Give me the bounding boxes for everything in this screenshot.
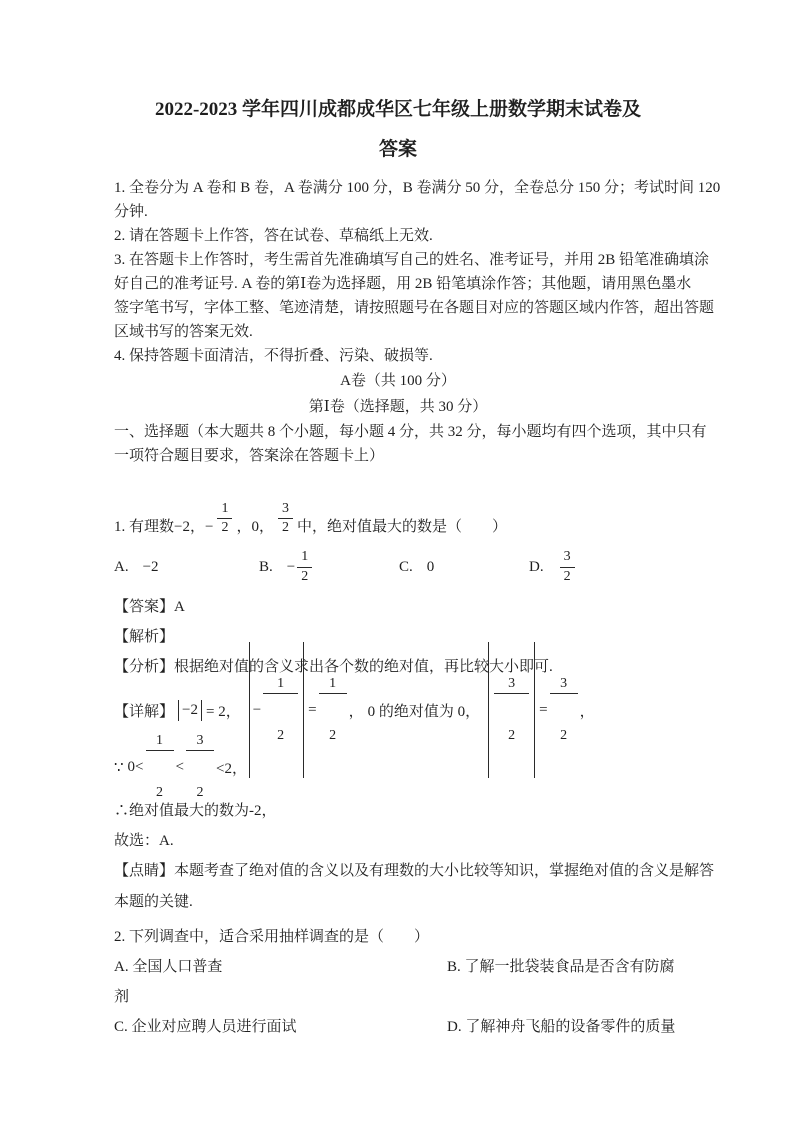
instruction-line: 签字笔书写，字体工整、笔迹清楚，请按照题号在各题目对应的答题区域内作答，超出答题 <box>114 300 715 316</box>
therefore-line: ∴绝对值最大的数为-2， <box>114 803 277 819</box>
option-b-wrap: 剂 <box>114 989 130 1005</box>
instruction-line: 1. 全卷分为 A 卷和 B 卷，A 卷满分 100 分，B 卷满分 50 分，全卷总分 150 分；考试时间 120 <box>114 180 721 196</box>
fraction-numerator: 1 <box>297 549 312 567</box>
note-block <box>114 856 715 918</box>
option-c <box>399 559 529 576</box>
fraction <box>263 644 298 776</box>
question-2-options-row-1 <box>114 952 682 982</box>
because-symbol: ∵ <box>114 759 124 776</box>
mc-intro-line: 一项符合题目要求，答案涂在答题卡上） <box>114 448 385 464</box>
page-content <box>114 90 721 1042</box>
fraction-numerator: 3 <box>278 501 293 519</box>
detail-eq3: = <box>539 701 548 718</box>
fraction-numerator: 3 <box>494 676 529 694</box>
because-lt: < <box>175 758 184 775</box>
option-b: B. 了解一批袋装食品是否含有防腐 <box>447 959 675 975</box>
detail-comma: ， <box>579 703 595 720</box>
fraction <box>297 549 312 584</box>
instruction-line: 2. 请在答题卡上作答，答在试卷、草稿纸上无效. <box>114 228 433 244</box>
page-title-line-1: 2022-2023 学年四川成都成华区七年级上册数学期末试卷及 <box>154 99 642 120</box>
option-d-label: D. <box>529 558 544 575</box>
fraction-denominator: 2 <box>329 727 337 743</box>
fraction <box>494 644 529 776</box>
mc-intro-line: 一、选择题（本大题共 8 个小题，每小题 4 分，共 32 分，每小题均有四个选项，其中只有 <box>114 424 707 440</box>
question-2-options-row-2 <box>114 1012 682 1042</box>
page-title-line-2: 答案 <box>378 139 417 160</box>
fraction-denominator: 2 <box>560 727 568 743</box>
fraction-denominator: 2 <box>301 568 309 584</box>
fraction-numerator: 3 <box>550 676 578 694</box>
because-start: 0< <box>127 758 144 775</box>
option-c-value: 0 <box>426 558 435 575</box>
option-a <box>114 559 259 576</box>
question-1-options <box>114 542 682 592</box>
because-line <box>114 733 682 800</box>
fraction-denominator: 2 <box>281 519 289 535</box>
detail-zero-text: 0 的绝对值为 0， <box>367 703 481 720</box>
instruction-line: 区域书写的答案无效. <box>114 324 253 340</box>
option-d <box>529 549 577 584</box>
fraction-denominator: 2 <box>508 727 516 743</box>
fraction-numerator: 3 <box>560 549 575 567</box>
fraction-numerator: 3 <box>186 733 214 751</box>
conclusion-line: 故选：A. <box>114 833 174 849</box>
fraction-denominator: 2 <box>277 727 285 743</box>
exam-instructions <box>114 176 721 368</box>
option-b <box>259 549 399 584</box>
section-heading-part1: 第Ⅰ卷（选择题，共 30 分） <box>308 399 488 415</box>
absolute-value <box>249 642 304 778</box>
absolute-value <box>488 642 535 778</box>
question-2-stem: 2. 下列调查中，适合采用抽样调查的是（ ） <box>114 929 430 945</box>
fraction <box>278 501 293 536</box>
note-line: 【点睛】本题考查了绝对值的含义以及有理数的大小比较等知识，掌握绝对值的含义是解答 <box>114 863 715 879</box>
fraction-numerator: 1 <box>319 676 347 694</box>
fraction-denominator: 2 <box>221 519 229 535</box>
detail-eq2: = <box>308 701 317 718</box>
abs-sign: − <box>252 701 262 718</box>
fraction-denominator: 2 <box>156 784 164 800</box>
option-d: D. 了解神舟飞船的设备零件的质量 <box>447 1019 676 1035</box>
section-heading-a-volume: A卷（共 100 分） <box>340 373 456 389</box>
fraction <box>217 501 232 536</box>
option-a: A. 全国人口普查 <box>114 959 223 975</box>
multiple-choice-intro <box>114 420 707 468</box>
instruction-line: 好自己的准考证号. A 卷的第Ⅰ卷为选择题，用 2B 铅笔填涂作答；其他题，请用黑色墨水 <box>114 276 692 292</box>
question-1-stem <box>114 478 682 542</box>
detail-comma: ， <box>348 703 364 720</box>
page-title <box>114 90 682 170</box>
fraction <box>319 644 347 776</box>
fraction-denominator: 2 <box>563 568 571 584</box>
fraction-denominator: 2 <box>196 784 204 800</box>
detail-tag: 【详解】 <box>114 703 175 720</box>
option-a-value: −2 <box>142 558 159 575</box>
answer-line: 【答案】A <box>114 599 185 615</box>
fraction-numerator: 1 <box>263 676 298 694</box>
option-a-label: A. <box>114 558 129 575</box>
because-end: <2， <box>215 760 247 777</box>
question-1-mid: ，0， <box>236 519 274 535</box>
question-1-suffix: 中，绝对值最大的数是（ ） <box>296 519 507 535</box>
option-b-sign: − <box>286 558 296 575</box>
fraction <box>560 549 575 584</box>
fraction-numerator: 1 <box>146 733 174 751</box>
instruction-line: 4. 保持答题卡面清洁，不得折叠、污染、破损等. <box>114 348 433 364</box>
question-1-prefix: 1. 有理数 <box>114 519 175 535</box>
question-1-neg-two: −2， <box>174 519 205 535</box>
detail-eq1: = 2， <box>205 703 241 720</box>
analysis-tag-line: 【解析】 <box>114 629 175 645</box>
instruction-line: 3. 在答题卡上作答时，考生需首先准确填写自己的姓名、准考证号，并用 2B 铅笔准确填涂 <box>114 252 710 268</box>
note-line: 本题的关键. <box>114 894 193 910</box>
analysis-line: 【分析】根据绝对值的含义求出各个数的绝对值，再比较大小即可. <box>114 659 553 675</box>
fraction-numerator: 1 <box>217 501 232 519</box>
fraction-sign: − <box>204 519 214 535</box>
abs-inner: −2 <box>182 701 198 718</box>
fraction <box>550 644 578 776</box>
option-c: C. 企业对应聘人员进行面试 <box>114 1019 297 1035</box>
instruction-line: 分钟. <box>114 204 148 220</box>
option-c-label: C. <box>399 558 413 575</box>
option-b-label: B. <box>259 558 273 575</box>
